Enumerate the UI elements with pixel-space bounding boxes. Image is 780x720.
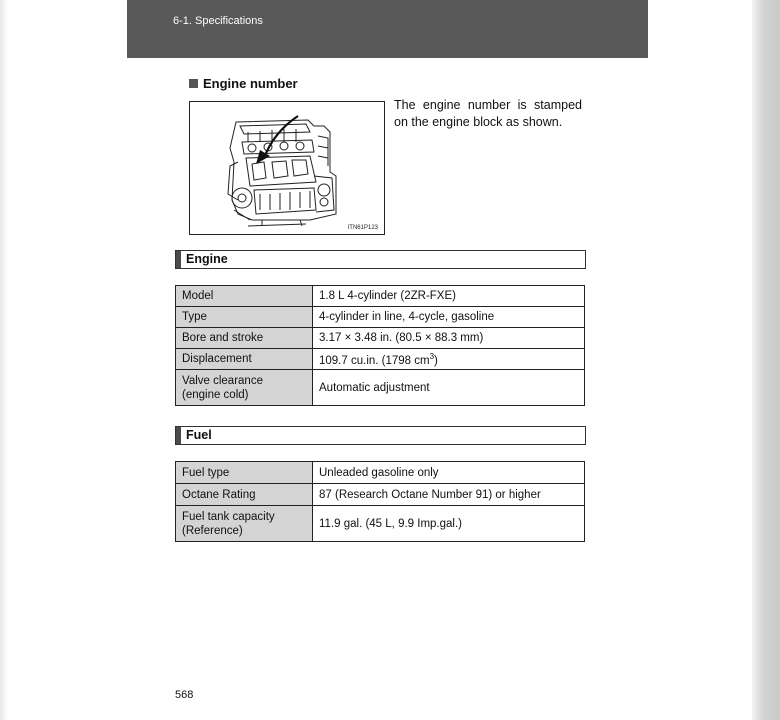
spec-key: Type <box>176 307 313 328</box>
spec-key-line2: (Reference) <box>182 524 243 537</box>
spec-value: 3.17 × 3.48 in. (80.5 × 88.3 mm) <box>313 328 585 349</box>
engine-spec-table <box>175 285 585 406</box>
displacement-end: ) <box>434 354 438 367</box>
heading-bar <box>176 251 181 268</box>
page-number: 568 <box>175 689 194 701</box>
engine-number-description: The engine number is stamped on the engine block as shown. <box>394 98 582 129</box>
table-row <box>176 484 585 506</box>
spec-value: 1.8 L 4-cylinder (2ZR-FXE) <box>313 286 585 307</box>
table-row <box>176 286 585 307</box>
spec-key <box>176 370 313 406</box>
spec-value: Automatic adjustment <box>313 370 585 406</box>
spec-key-line2: (engine cold) <box>182 388 249 401</box>
table-row <box>176 370 585 406</box>
fuel-heading-label: Fuel <box>186 428 212 442</box>
page-header <box>127 0 648 58</box>
engine-drawing <box>190 102 384 234</box>
figure-code: ITN61P123 <box>347 225 378 231</box>
section-breadcrumb: 6-1. Specifications <box>173 15 263 27</box>
spec-value: 11.9 gal. (45 L, 9.9 Imp.gal.) <box>313 506 585 542</box>
viewer-background <box>752 0 780 720</box>
table-row <box>176 349 585 370</box>
fuel-heading <box>175 426 586 445</box>
superscript-3: 3 <box>429 352 435 362</box>
engine-illustration <box>189 101 385 235</box>
square-bullet-icon <box>189 79 198 88</box>
spec-key: Fuel type <box>176 462 313 484</box>
spec-value: 4-cylinder in line, 4-cycle, gasoline <box>313 307 585 328</box>
spec-key-line1: Fuel tank capacity <box>182 510 275 523</box>
spec-value: 87 (Research Octane Number 91) or higher <box>313 484 585 506</box>
table-row <box>176 307 585 328</box>
spec-key: Bore and stroke <box>176 328 313 349</box>
spec-key <box>176 506 313 542</box>
table-row <box>176 462 585 484</box>
spec-key: Model <box>176 286 313 307</box>
spec-value <box>313 349 585 370</box>
table-row <box>176 506 585 542</box>
page-edge-shadow <box>0 0 8 720</box>
engine-number-title-text: Engine number <box>203 76 298 91</box>
table-row <box>176 328 585 349</box>
engine-heading-label: Engine <box>186 252 228 266</box>
spec-key: Octane Rating <box>176 484 313 506</box>
fuel-spec-table <box>175 461 585 542</box>
engine-heading <box>175 250 586 269</box>
spec-value: Unleaded gasoline only <box>313 462 585 484</box>
spec-key-line1: Valve clearance <box>182 374 263 387</box>
displacement-text: 109.7 cu.in. (1798 cm <box>319 354 430 367</box>
spec-key: Displacement <box>176 349 313 370</box>
heading-bar <box>176 427 181 444</box>
engine-number-title <box>189 76 298 91</box>
